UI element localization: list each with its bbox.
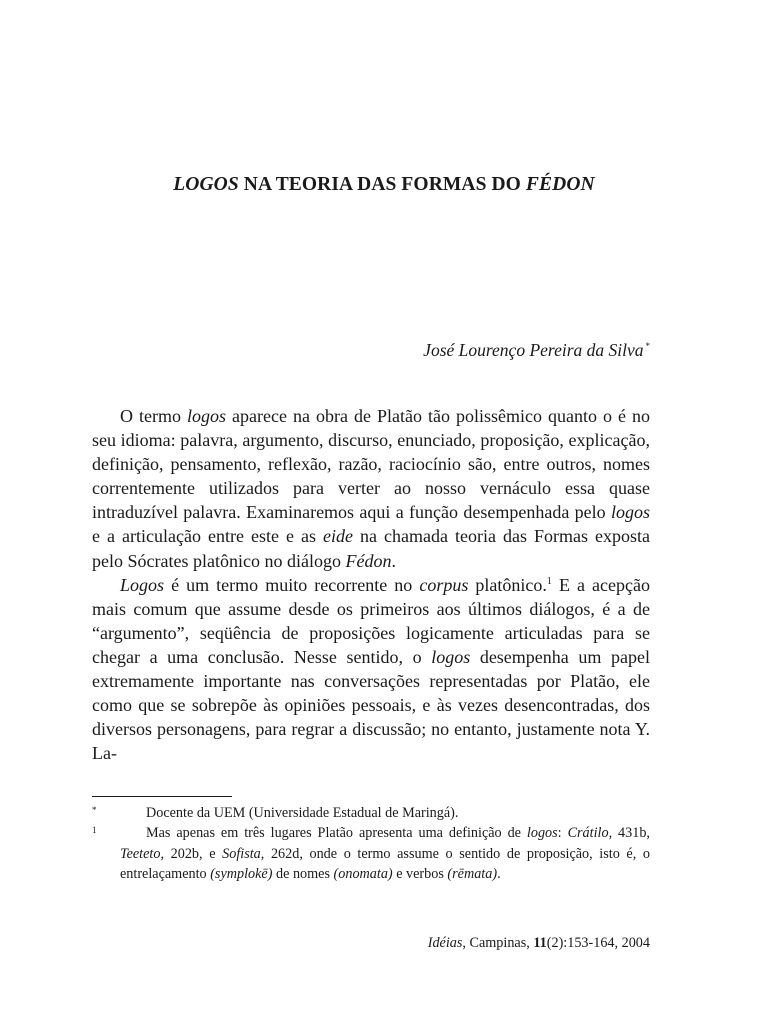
text-run: e a articulação entre este e as (92, 526, 323, 547)
footnote-text: . (497, 866, 501, 883)
title-fedon: FÉDON (525, 174, 595, 195)
italic-term: corpus (419, 574, 469, 595)
italic-term: eide (323, 526, 353, 547)
italic-term: logos (610, 502, 650, 523)
italic-term: Sofista, (222, 845, 265, 862)
author-note-mark[interactable]: * (645, 341, 650, 351)
article-title (0, 174, 768, 196)
italic-term: (symplokē) (210, 866, 273, 883)
italic-term: logos (187, 406, 227, 426)
journal-name: Idéias (427, 935, 463, 951)
text-run: platônico. (468, 574, 547, 595)
footnote-text: de nomes (272, 866, 334, 883)
footnote-text: Docente da UEM (Universidade Estadual de Maringá). (146, 805, 459, 821)
italic-term: (onomata) (333, 866, 393, 883)
body-text (92, 404, 650, 765)
italic-term: Crátilo (567, 825, 609, 842)
citation-volume: 11 (533, 935, 547, 951)
author-line (423, 340, 650, 361)
footnote-ref-1[interactable]: 1 (546, 575, 552, 587)
footnote-text: e verbos (392, 866, 448, 883)
footnotes (92, 803, 650, 885)
footnote-text: Mas apenas em três lugares Platão apresenta uma definição de (146, 825, 527, 842)
footnote-text: 262d, onde o termo assume o sentido de proposição, isto é, o entrelaçamento (120, 845, 650, 883)
text-run: desempenha um papel extremamente importante nas conversações representadas por Platão, ele como que se sobrepõe às opiniões pessoais, e às vezes desencontradas, dos diversos personagens, para regrar a discussão; no entanto, justamente nota Y. La- (92, 646, 650, 764)
footnote-text: 202b, e (164, 845, 223, 862)
footnote-text: , 431b, (608, 825, 650, 842)
text-run: O termo (120, 406, 188, 426)
footnote-mark: 1 (92, 825, 97, 836)
citation-rest: (2):153-164, 2004 (546, 935, 650, 951)
italic-term: (rēmata) (447, 866, 498, 883)
italic-term: Teeteto, (120, 845, 165, 862)
footnote-mark: * (92, 805, 97, 815)
footnote-text: : (557, 825, 568, 842)
title-logos: LOGOS (173, 174, 239, 195)
text-run: é um termo muito recorrente no (164, 574, 420, 595)
italic-term: Logos (120, 574, 165, 595)
text-run: na chamada teoria das Formas exposta pelo Sócrates platônico no diálogo (92, 526, 650, 571)
title-middle: NA TEORIA DAS FORMAS DO (238, 174, 526, 195)
italic-term: logos (431, 646, 471, 667)
citation-place: , Campinas, (462, 935, 534, 951)
paragraph-2 (92, 573, 650, 766)
text-run: E a acepção mais comum que assume desde os primeiros aos últimos diálogos, é a de “argumento”, seqüência de proposições logicamente articuladas para se chegar a uma conclusão. Nesse sentido, o (92, 574, 650, 667)
footnote-star (92, 803, 650, 823)
text-run: . (391, 550, 396, 571)
journal-citation (428, 935, 650, 952)
italic-term: Fédon (345, 550, 392, 571)
text-run: aparece na obra de Platão tão polissêmico quanto o é no seu idioma: palavra, argumento, discurso, enunciado, proposição, explicação, definição, pensamento, reflexão, razão, raciocínio são, entre outros, nomes correntemente utilizados para verter ao nosso vernáculo essa quase intraduzível palavra. Examinaremos aqui a função desempenhada pelo (92, 406, 651, 523)
footnote-divider (92, 796, 232, 797)
author-name: José Lourenço Pereira da Silva (423, 340, 644, 360)
paragraph-1 (92, 404, 650, 573)
footnote-1 (92, 823, 650, 884)
italic-term: logos (526, 825, 558, 842)
